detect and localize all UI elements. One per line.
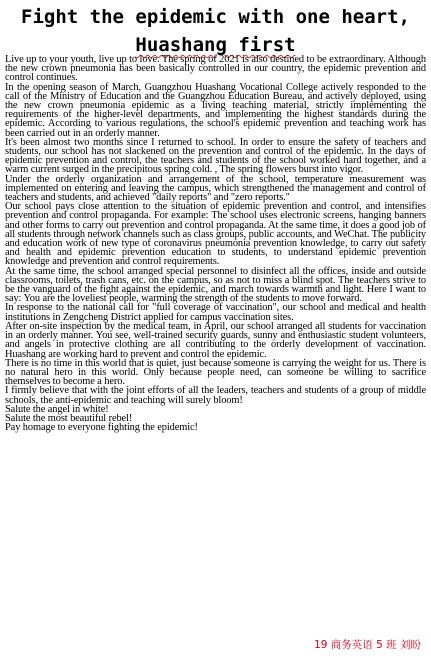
paragraph-4: Under the orderly organization and arrangement of the school, temperature measurement was implemented on entering and leaving the campus, which strengthened the management and control of teachers and students, and achieved "daily reports" and "zero reports." [5,173,426,204]
paragraph-1: Live up to your youth, live up to love. The spring of 2021 is also destined to be extraordinary. Although the new crown pneumonia has been basically controlled in our country, the epidemic prevention and control continues. [5,54,426,84]
paragraph-8: After on-site inspection by the medical team, in April, our school arranged all students for vaccination in an orderly manner. You see, well-trained security guards, sunny and enthusiastic student volunteers, and angels in protective clothing are all contributing to the orderly development of vaccination. Huashang are working hard to prevent and control the epidemic. [5,320,426,360]
paragraph-2: In the opening season of March, Guangzhou Huashang Vocational College actively responded to the call of the Ministry of Education and the Guangzhou Education Bureau, and actively deployed, using the new crown pneumonia epidemic as a living teaching material, strictly implementing the requirements of the higher-level departments, and implementing the highest standards during the epidemic. According to various regulations, the school's epidemic prevention and teaching work has been carried out in an orderly manner. [5,81,426,139]
paragraph-5: Our school pays close attention to the situation of epidemic prevention and control, and intensifies prevention and control propaganda. For example: The school uses electronic screens, hanging banners and other forms to carry out prevention and control propaganda. At the same time, it does a good job of all students through network channels such as class groups, public accounts, and WeChat. The publicity and education work of new type of coronavirus pneumonia prevention knowledge, to carry out safety and health and epidemic prevention education to students, to understand epidemic prevention knowledge and prevention and control requirements. [5,201,426,268]
paragraph-11: Salute the angel in white! [5,403,109,415]
paragraph-7: In response to the national call for "full coverage of vaccination", our school and medical and health institutions in Zengcheng District applied for campus vaccination sites. [5,302,426,323]
title-line-1: Fight the epidemic with one heart, [21,6,410,28]
document-title [0,0,431,56]
document-body [5,55,426,432]
paragraph-6: At the same time, the school arranged special personnel to disinfect all the offices, inside and outside classrooms, toilets, trash cans, etc. on the campus, so as not to miss a blind spot. The teachers strive to be the vanguard of the fight against the epidemic, and march towards warmth and light. Here I want to say: You are the loveliest people, warming the strength of the students to move forward. [5,265,426,305]
paragraph-13: Pay homage to everyone fighting the epidemic! [5,422,198,434]
title-line-2-text: Huashang first [135,34,296,56]
paragraph-9: There is no time in this world that is quiet, just because someone is carrying the weight for us. There is no natural hero in this world. Only because people need, can someone be willing to sacrifice themselves to become a hero. [5,357,426,388]
paragraph-10: I firmly believe that with the joint efforts of all the leaders, teachers and students of a group of middle schools, the anti-epidemic and teaching will surely bloom! [5,385,426,406]
title-line-2 [0,30,431,56]
paragraph-12: Salute the most beautiful rebel! [5,412,133,424]
paragraph-3: It's been almost two months since I returned to school. In order to ensure the safety of teachers and students, our school has not slackened on the prevention and control of the epidemic. In the days of epidemic prevention and control, the teachers and students of the school worked hard together, and a warm current surged in the precipitous spring cold. , The spring flowers burst into vigor. [5,136,426,176]
author-signature: 19 商务英语 5 班 刘盼 [314,639,421,651]
